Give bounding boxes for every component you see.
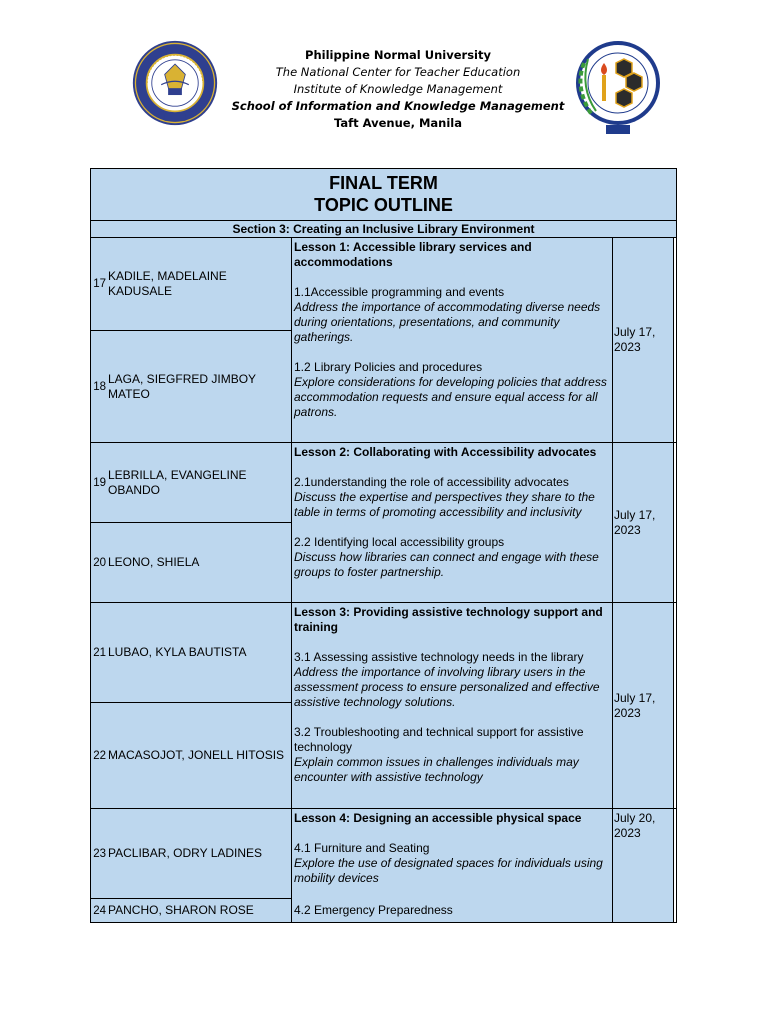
table-edge — [673, 238, 676, 442]
student-row — [91, 603, 291, 703]
student-row — [91, 443, 291, 523]
lesson-title: Lesson 4: Designing an accessible physical space — [294, 811, 582, 825]
university-tagline: The National Center for Teacher Education — [275, 65, 521, 79]
subtopic-description: Explain common issues in challenges individuals may encounter with assistive technology — [294, 755, 579, 784]
pnu-seal-logo — [132, 40, 218, 126]
date-cell: July 17, 2023 — [613, 443, 673, 602]
university-name: Philippine Normal University — [305, 48, 491, 62]
student-name: PANCHO, SHARON ROSE — [108, 903, 254, 917]
lesson-title: Lesson 1: Accessible library services and accommodations — [294, 240, 532, 269]
subtopic-title: 4.2 Emergency Preparedness — [294, 903, 453, 917]
student-column — [91, 809, 292, 922]
date-cell: July 20, 2023 — [613, 809, 673, 922]
subtopic-title: 1.1Accessible programming and events — [294, 285, 505, 299]
topic-cell — [292, 443, 613, 602]
student-row — [91, 238, 291, 331]
lesson-title: Lesson 2: Collaborating with Accessibility advocates — [294, 445, 597, 459]
student-row — [91, 809, 291, 899]
subtopic-title: 2.1understanding the role of accessibility advocates — [294, 475, 569, 489]
student-name: LAGA, SIEGFRED JIMBOY MATEO — [108, 371, 256, 401]
subtopic-title: 1.2 Library Policies and procedures — [294, 360, 483, 374]
school-name: School of Information and Knowledge Management — [231, 99, 565, 113]
subtopic-description: Explore the use of designated spaces for individuals using mobility devices — [294, 856, 603, 885]
student-name: LUBAO, KYLA BAUTISTA — [108, 645, 247, 659]
student-name: LEBRILLA, EVANGELINE OBANDO — [108, 467, 247, 497]
date-cell: July 17, 2023 — [613, 238, 673, 442]
student-row — [91, 331, 291, 442]
topic-outline-table — [90, 168, 677, 923]
topic-cell — [292, 238, 613, 442]
subtopic-description: Discuss how libraries can connect and engage with these groups to foster partnership. — [294, 550, 599, 579]
subtopic-title: 2.2 Identifying local accessibility groups — [294, 535, 505, 549]
student-column — [91, 238, 292, 442]
subtopic-description: Explore considerations for developing policies that address accommodation requests and ensure equal access for all patrons. — [294, 375, 607, 419]
institute-name: Institute of Knowledge Management — [293, 82, 503, 96]
address: Taft Avenue, Manila — [334, 116, 462, 130]
table-title — [91, 169, 676, 221]
subtopic-description: Address the importance of involving library users in the assessment process to ensure personalized and effective assistive technology solutions. — [294, 665, 600, 709]
table-edge — [673, 603, 676, 808]
lesson-block — [91, 238, 676, 443]
student-number: 19 — [93, 476, 106, 489]
letterhead — [0, 0, 768, 160]
subtopic-description: Discuss the expertise and perspectives they share to the table in terms of promoting accessibility and inclusivity — [294, 490, 595, 519]
subtopic-title: 4.1 Furniture and Seating — [294, 841, 430, 855]
topic-cell — [292, 809, 613, 922]
lesson-block — [91, 443, 676, 603]
student-column — [91, 443, 292, 602]
section-heading: Section 3: Creating an Inclusive Library Environment — [91, 221, 676, 238]
topic-cell — [292, 603, 613, 808]
subtopic-title: 3.1 Assessing assistive technology needs in the library — [294, 650, 584, 664]
subtopic-title: 3.2 Troubleshooting and technical support for assistive technology — [294, 725, 584, 754]
date-cell: July 17, 2023 — [613, 603, 673, 808]
student-number: 20 — [93, 556, 106, 569]
student-row — [91, 523, 291, 602]
student-row — [91, 899, 291, 922]
title-topic-outline: TOPIC OUTLINE — [314, 195, 453, 215]
student-number: 18 — [93, 380, 106, 393]
ikm-seal-logo — [570, 33, 662, 137]
lesson-title: Lesson 3: Providing assistive technology support and training — [294, 605, 603, 634]
student-column — [91, 603, 292, 808]
subtopic-description: Address the importance of accommodating diverse needs during orientations, presentations, and community gatherings. — [294, 300, 601, 344]
student-number: 21 — [93, 646, 106, 659]
table-edge — [673, 443, 676, 602]
student-name: LEONO, SHIELA — [108, 555, 200, 569]
student-name: MACASOJOT, JONELL HITOSIS — [108, 748, 285, 762]
student-number: 17 — [93, 278, 106, 290]
table-edge — [673, 809, 676, 922]
institution-header — [228, 47, 568, 132]
title-final-term: FINAL TERM — [329, 173, 438, 193]
lesson-block — [91, 603, 676, 809]
student-number: 22 — [93, 749, 106, 762]
student-number: 24 — [93, 904, 106, 917]
student-name: PACLIBAR, ODRY LADINES — [108, 846, 263, 860]
student-number: 23 — [93, 847, 106, 860]
student-row — [91, 703, 291, 808]
lesson-block — [91, 809, 676, 922]
student-name: KADILE, MADELAINE KADUSALE — [108, 269, 227, 298]
